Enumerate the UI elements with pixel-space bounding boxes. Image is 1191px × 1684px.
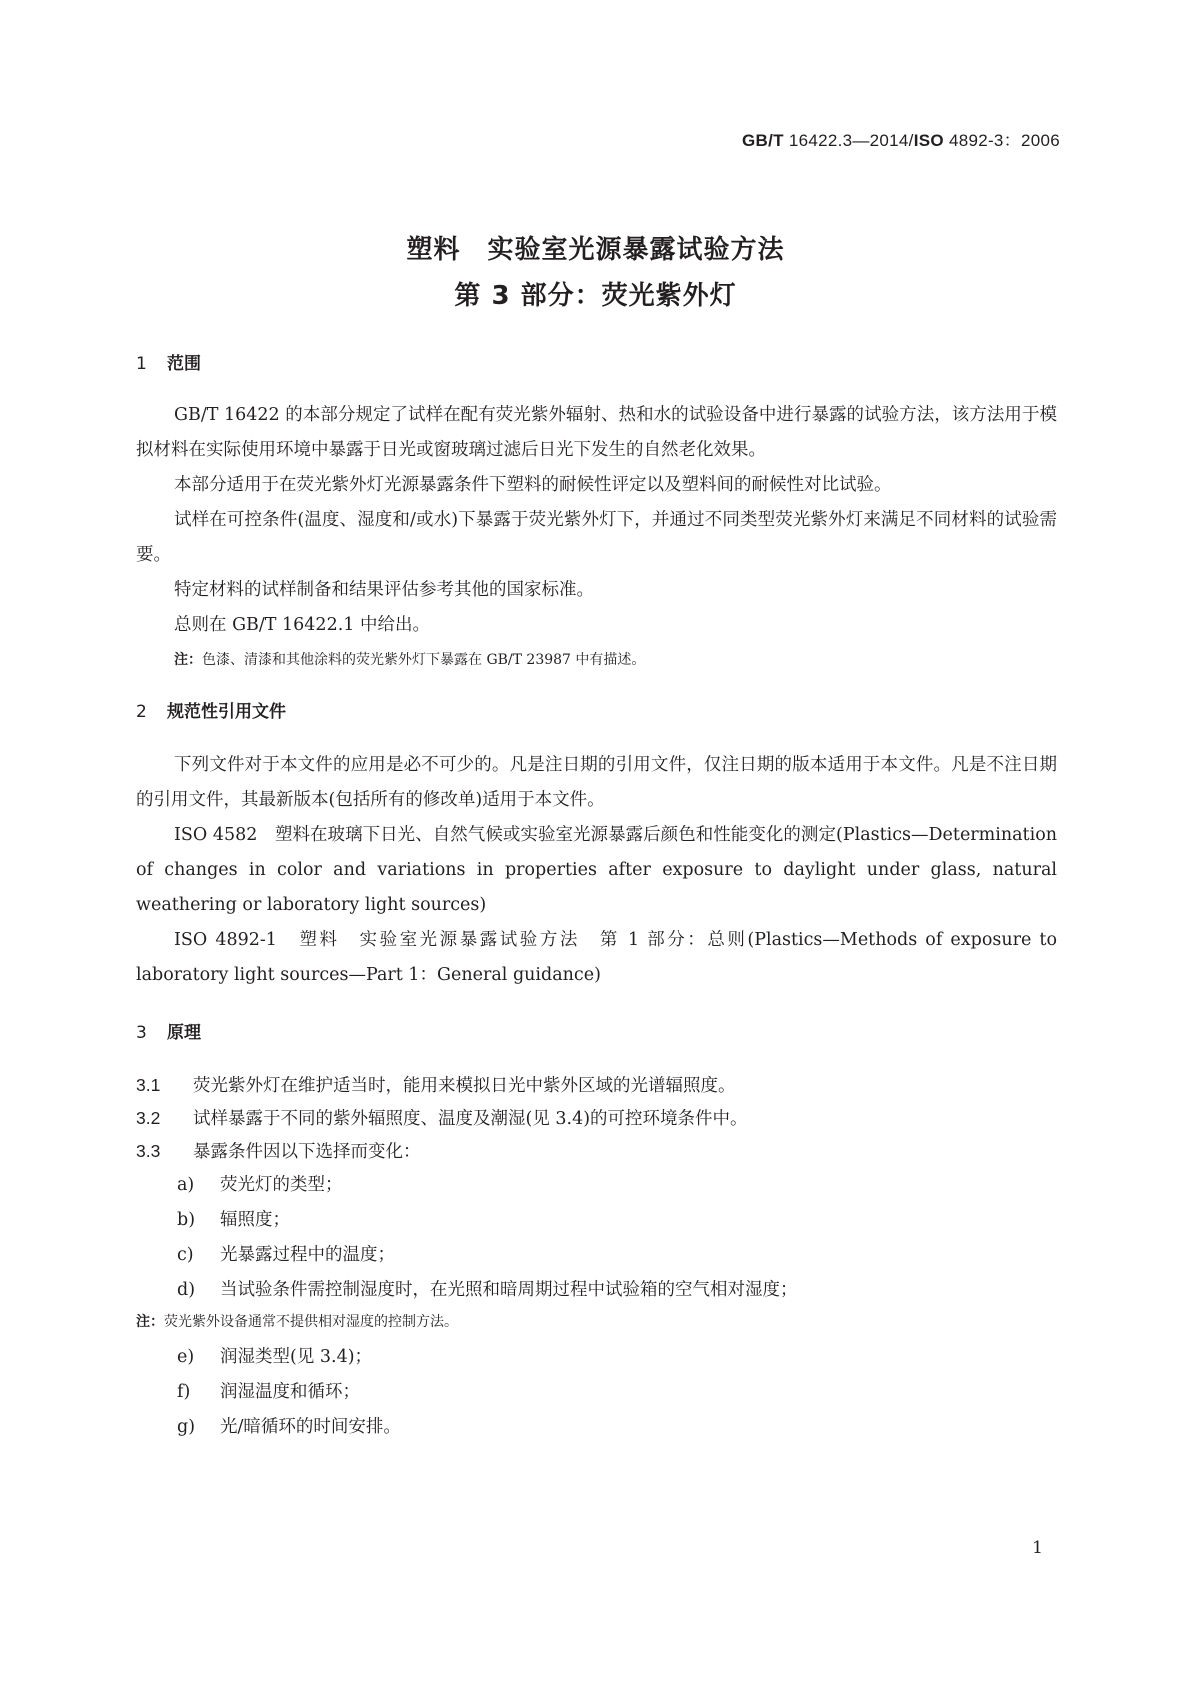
clause-number: 3.3 — [136, 1141, 161, 1161]
paragraph: 本部分适用于在荧光紫外灯光源暴露条件下塑料的耐候性评定以及塑料间的耐候性对比试验。 — [174, 475, 892, 495]
list-item-c — [177, 1238, 395, 1273]
paragraph: 下列文件对于本文件的应用是必不可少的。凡是注日期的引用文件，仅注日期的版本适用于本文件。凡是不注日期的引用文件，其最新版本(包括所有的修改单)适用于本文件。 — [136, 755, 1057, 810]
list-text: 辐照度； — [220, 1210, 290, 1230]
section-number: 2 — [136, 702, 147, 722]
list-marker: b) — [177, 1210, 196, 1230]
note-label: 注： — [136, 1314, 164, 1330]
reference-iso-4582: ISO 4582 塑料在玻璃下日光、自然气候或实验室光源暴露后颜色和性能变化的测定(Plastics—Determination of changes in color and variations in properties after exposure to daylight under glass, natural weathering or laboratory light sources) — [136, 825, 1057, 915]
clause-number: 3.2 — [136, 1108, 161, 1128]
list-item-a — [177, 1168, 343, 1203]
clause-number: 3.1 — [136, 1075, 161, 1095]
section-heading-2 — [136, 697, 286, 722]
list-marker: d) — [177, 1280, 196, 1300]
section-number: 1 — [136, 354, 147, 374]
section-title: 范围 — [167, 354, 201, 374]
section-title: 原理 — [167, 1023, 201, 1043]
note — [136, 643, 1057, 678]
paragraph: 试样在可控条件(温度、湿度和/或水)下暴露于荧光紫外灯下，并通过不同类型荧光紫外灯来满足不同材料的试验需要。 — [136, 510, 1057, 565]
iso-prefix: ISO — [913, 131, 944, 150]
section-number: 3 — [136, 1023, 147, 1043]
section-heading-3 — [136, 1018, 201, 1043]
paragraph: 总则在 GB/T 16422.1 中给出。 — [174, 615, 430, 635]
section-2-body — [136, 748, 1057, 993]
list-text: 光/暗循环的时间安排。 — [220, 1417, 401, 1437]
section-title: 规范性引用文件 — [167, 702, 286, 722]
note-text: 色漆、清漆和其他涂料的荧光紫外灯下暴露在 GB/T 23987 中有描述。 — [202, 652, 646, 668]
list-text: 润湿温度和循环； — [220, 1382, 360, 1402]
section-heading-1 — [136, 349, 201, 374]
clause-3-3 — [136, 1134, 1057, 1170]
page-number: 1 — [1032, 1538, 1043, 1558]
list-marker: g) — [177, 1417, 196, 1437]
standard-code — [742, 126, 1060, 151]
paragraph: 特定材料的试样制备和结果评估参考其他的国家标准。 — [174, 580, 594, 600]
paragraph: GB/T 16422 的本部分规定了试样在配有荧光紫外辐射、热和水的试验设备中进行暴露的试验方法，该方法用于模拟材料在实际使用环境中暴露于日光或窗玻璃过滤后日光下发生的自然老化效果。 — [136, 405, 1057, 460]
document-title: 塑料 实验室光源暴露试验方法 — [406, 235, 785, 265]
std-number: 16422.3—2014/ — [788, 131, 914, 150]
clause-3-2 — [136, 1101, 1057, 1137]
list-text: 润湿类型(见 3.4)； — [220, 1347, 373, 1367]
list-text: 当试验条件需控制湿度时，在光照和暗周期过程中试验箱的空气相对湿度； — [220, 1280, 798, 1300]
list-text: 荧光灯的类型； — [220, 1175, 343, 1195]
list-marker: a) — [177, 1175, 195, 1195]
list-item-b — [177, 1203, 290, 1238]
list-item-f — [177, 1375, 360, 1410]
clause-3-1 — [136, 1068, 1057, 1104]
list-item-d — [177, 1273, 798, 1308]
note-label: 注： — [174, 652, 202, 668]
iso-number: 4892-3：2006 — [948, 131, 1060, 150]
list-text: 光暴露过程中的温度； — [220, 1245, 395, 1265]
section-1-body — [136, 398, 1057, 678]
document-subtitle: 第 3 部分：荧光紫外灯 — [454, 281, 737, 311]
list-marker: e) — [177, 1347, 195, 1367]
clause-text: 暴露条件因以下选择而变化： — [193, 1142, 421, 1162]
note — [136, 1305, 458, 1340]
list-item-g — [177, 1410, 401, 1445]
note-text: 荧光紫外设备通常不提供相对湿度的控制方法。 — [164, 1314, 458, 1330]
clause-text: 荧光紫外灯在维护适当时，能用来模拟日光中紫外区域的光谱辐照度。 — [193, 1076, 736, 1096]
list-item-e — [177, 1340, 372, 1375]
clause-text: 试样暴露于不同的紫外辐照度、温度及潮湿(见 3.4)的可控环境条件中。 — [193, 1109, 748, 1129]
reference-iso-4892-1: ISO 4892-1 塑料 实验室光源暴露试验方法 第 1 部分：总则(Plastics—Methods of exposure to laboratory light sources—Part 1：General guidance) — [136, 930, 1057, 985]
list-marker: f) — [177, 1382, 191, 1402]
list-marker: c) — [177, 1245, 194, 1265]
std-prefix: GB/T — [741, 131, 784, 150]
